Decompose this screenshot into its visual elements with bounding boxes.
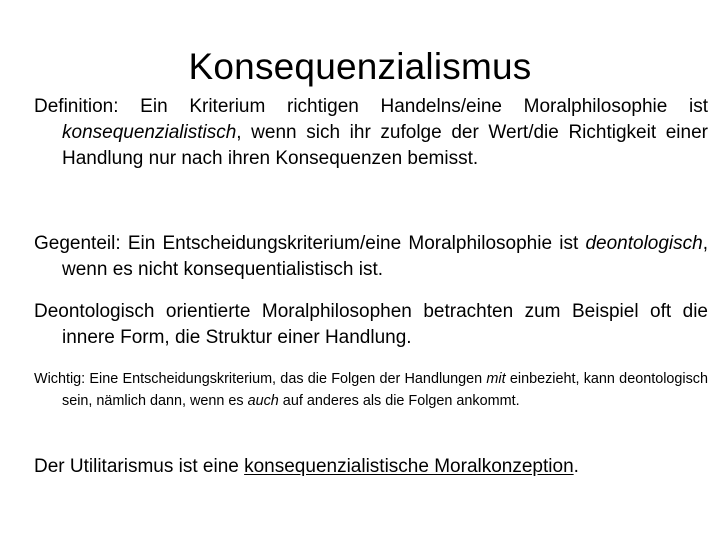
opposite-paragraph [34, 231, 708, 283]
underlined-concept: konsequenzialistische Moralkonzeption [244, 456, 574, 477]
important-note-paragraph [34, 368, 708, 412]
utilitarianism-paragraph [34, 454, 708, 480]
deontology-paragraph: Deontologisch orientierte Moralphilosophen betrachten zum Beispiel oft die innere Form, die Struktur einer Handlung. [34, 301, 708, 348]
opposite-text-end: , wenn es nicht konsequentialistisch ist. [62, 233, 708, 280]
opposite-text-start: Gegenteil: Ein Entscheidungskriterium/eine Moralphilosophie ist [34, 233, 586, 254]
note-text-b: einbezieht, kann deontologisch sein, nämlich dann, wenn es [62, 371, 708, 409]
note-text-c: auf anderes als die Folgen ankommt. [278, 393, 520, 409]
slide-title: Konsequenzialismus [188, 46, 532, 87]
note-text-a: Wichtig: Eine Entscheidungskriterium, das die Folgen der Handlungen [34, 371, 487, 387]
definition-paragraph [34, 94, 708, 172]
opposite-term: deontologisch [585, 233, 703, 254]
utilitarianism-text-start: Der Utilitarismus ist eine [34, 456, 245, 477]
definition-term: konsequenzialistisch [62, 122, 237, 143]
utilitarianism-text-end: . [573, 456, 579, 477]
definition-text-start: Definition: Ein Kriterium richtigen Handelns/eine Moralphilosophie ist [34, 96, 708, 117]
note-emphasis-auch: auch [247, 393, 279, 409]
definition-text-end: , wenn sich ihr zufolge der Wert/die Richtigkeit einer Handlung nur nach ihren Konsequenzen bemisst. [62, 122, 708, 169]
note-emphasis-mit: mit [486, 371, 506, 387]
